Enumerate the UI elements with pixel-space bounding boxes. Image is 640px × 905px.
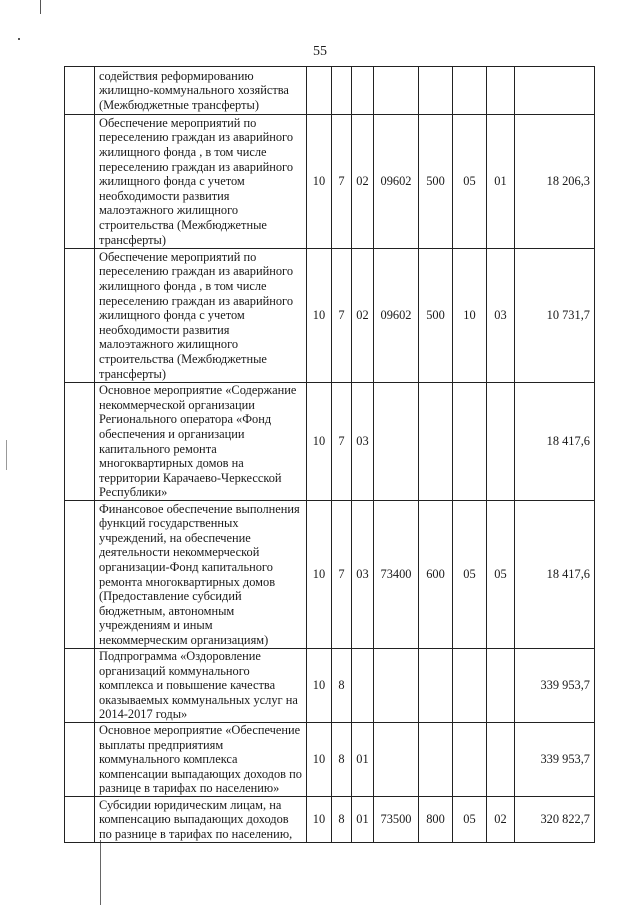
- amount-cell: [515, 67, 595, 115]
- code-cell-2: [332, 67, 352, 115]
- code-cell-4: [374, 67, 419, 115]
- row-number-cell: [65, 501, 95, 649]
- code-cell-5: [419, 723, 453, 797]
- code-cell-3: [352, 649, 374, 723]
- budget-table: [64, 66, 595, 843]
- code-cell-6: 05: [453, 501, 487, 649]
- code-cell-1: 10: [307, 383, 332, 501]
- amount-cell: 320 822,7: [515, 797, 595, 843]
- scan-margin-mark: [18, 38, 20, 40]
- table-row: [65, 67, 595, 115]
- table-row: [65, 649, 595, 723]
- code-cell-5: [419, 649, 453, 723]
- page-number: 55: [313, 44, 327, 59]
- scan-margin-mark: [6, 440, 7, 470]
- item-name-cell: Субсидии юридическим лицам, на компенсацию выпадающих доходов по разнице в тарифах по населению,: [95, 797, 307, 843]
- code-cell-3: 02: [352, 115, 374, 249]
- code-cell-4: [374, 649, 419, 723]
- code-cell-1: 10: [307, 797, 332, 843]
- item-name-cell: содействия реформированию жилищно-коммунального хозяйства (Межбюджетные трансферты): [95, 67, 307, 115]
- item-name-cell: Основное мероприятие «Обеспечение выплаты предприятиям коммунального комплекса компенсации выпадающих доходов по разнице в тарифах по населению»: [95, 723, 307, 797]
- code-cell-5: [419, 383, 453, 501]
- code-cell-4: [374, 383, 419, 501]
- code-cell-4: [374, 723, 419, 797]
- code-cell-5: 600: [419, 501, 453, 649]
- item-name-cell: Основное мероприятие «Содержание некоммерческой организации Регионального оператора «Фонд обеспечения и организации капитального ремонта многоквартирных домов на территории Карачаево-Черкесской Республики»: [95, 383, 307, 501]
- scan-margin-mark: [40, 0, 41, 14]
- code-cell-2: 8: [332, 649, 352, 723]
- code-cell-3: 01: [352, 723, 374, 797]
- code-cell-7: 05: [487, 501, 515, 649]
- table-row: [65, 115, 595, 249]
- amount-cell: 18 417,6: [515, 383, 595, 501]
- row-number-cell: [65, 723, 95, 797]
- amount-cell: 10 731,7: [515, 249, 595, 383]
- item-name-cell: Обеспечение мероприятий по переселению граждан из аварийного жилищного фонда , в том числе переселению граждан из аварийного жилищного фонда с учетом необходимости развития малоэтажного жилищного строительства (Межбюджетные трансферты): [95, 115, 307, 249]
- code-cell-3: [352, 67, 374, 115]
- code-cell-3: 03: [352, 501, 374, 649]
- item-name-cell: Обеспечение мероприятий по переселению граждан из аварийного жилищного фонда , в том числе переселению граждан из аварийного жилищного фонда с учетом необходимости развития малоэтажного жилищного строительства (Межбюджетные трансферты): [95, 249, 307, 383]
- amount-cell: 18 206,3: [515, 115, 595, 249]
- code-cell-1: 10: [307, 249, 332, 383]
- code-cell-6: 10: [453, 249, 487, 383]
- item-name-cell: Финансовое обеспечение выполнения функций государственных учреждений, на обеспечение деятельности некоммерческой организации-Фонд капитального ремонта многоквартирных домов (Предоставление субсидий бюджетным, автономным учреждениям и иным некоммерческим организациям): [95, 501, 307, 649]
- code-cell-7: [487, 67, 515, 115]
- code-cell-1: [307, 67, 332, 115]
- code-cell-7: [487, 649, 515, 723]
- code-cell-6: 05: [453, 797, 487, 843]
- code-cell-6: [453, 383, 487, 501]
- table-row: [65, 249, 595, 383]
- code-cell-2: 8: [332, 723, 352, 797]
- table-row: [65, 797, 595, 843]
- code-cell-6: [453, 723, 487, 797]
- code-cell-6: 05: [453, 115, 487, 249]
- code-cell-7: 03: [487, 249, 515, 383]
- code-cell-2: 7: [332, 501, 352, 649]
- code-cell-4: 09602: [374, 249, 419, 383]
- row-number-cell: [65, 115, 95, 249]
- code-cell-4: 73400: [374, 501, 419, 649]
- code-cell-5: 500: [419, 115, 453, 249]
- code-cell-1: 10: [307, 501, 332, 649]
- table-row: [65, 723, 595, 797]
- row-number-cell: [65, 797, 95, 843]
- scan-edge-line: [100, 840, 101, 905]
- item-name-cell: Подпрограмма «Оздоровление организаций коммунального комплекса и повышение качества оказываемых коммунальных услуг на 2014-2017 годы»: [95, 649, 307, 723]
- code-cell-6: [453, 67, 487, 115]
- table-row: [65, 501, 595, 649]
- code-cell-4: 73500: [374, 797, 419, 843]
- amount-cell: 339 953,7: [515, 649, 595, 723]
- amount-cell: 18 417,6: [515, 501, 595, 649]
- code-cell-3: 01: [352, 797, 374, 843]
- code-cell-1: 10: [307, 115, 332, 249]
- code-cell-2: 7: [332, 383, 352, 501]
- row-number-cell: [65, 383, 95, 501]
- table-row: [65, 383, 595, 501]
- row-number-cell: [65, 67, 95, 115]
- code-cell-7: [487, 723, 515, 797]
- code-cell-6: [453, 649, 487, 723]
- row-number-cell: [65, 649, 95, 723]
- code-cell-2: 8: [332, 797, 352, 843]
- code-cell-7: 01: [487, 115, 515, 249]
- code-cell-5: [419, 67, 453, 115]
- amount-cell: 339 953,7: [515, 723, 595, 797]
- code-cell-3: 02: [352, 249, 374, 383]
- code-cell-1: 10: [307, 723, 332, 797]
- code-cell-5: 500: [419, 249, 453, 383]
- code-cell-2: 7: [332, 115, 352, 249]
- code-cell-7: [487, 383, 515, 501]
- code-cell-4: 09602: [374, 115, 419, 249]
- code-cell-7: 02: [487, 797, 515, 843]
- code-cell-5: 800: [419, 797, 453, 843]
- code-cell-1: 10: [307, 649, 332, 723]
- code-cell-3: 03: [352, 383, 374, 501]
- code-cell-2: 7: [332, 249, 352, 383]
- row-number-cell: [65, 249, 95, 383]
